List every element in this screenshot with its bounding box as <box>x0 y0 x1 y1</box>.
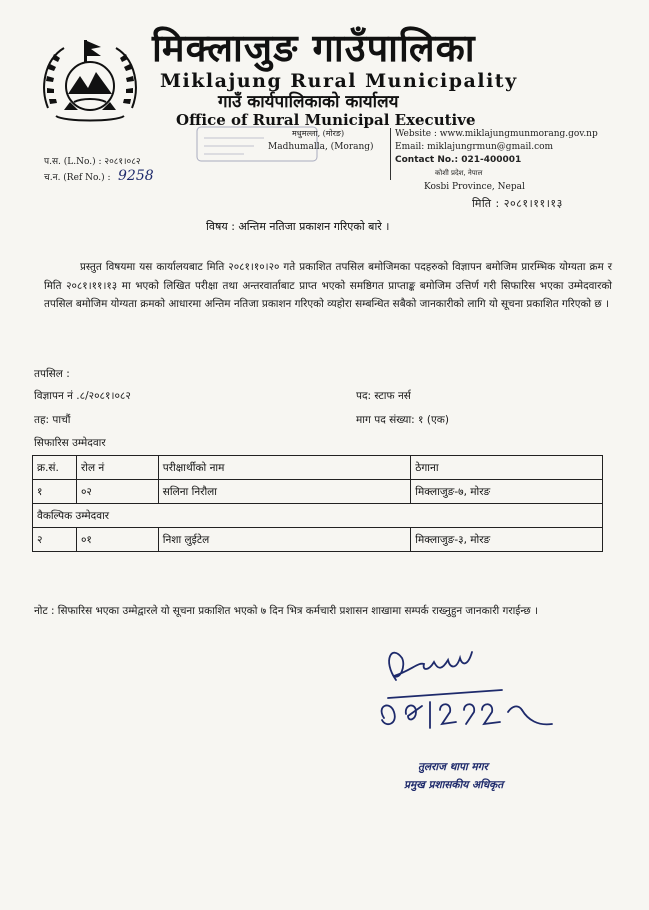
note-text: नोट : सिफारिस भएका उम्मेद्वारले यो सूचना प्रकाशित भएको ७ दिन भित्र कर्मचारी प्रशासन शाखामा सम्पर्क राख्नुहुन जानकारी गराईन्छ । <box>34 605 538 617</box>
body-paragraph: प्रस्तुत विषयमा यस कार्यालयबाट मिति २०८१।१०।२० गते प्रकाशित तपसिल बमोजिमका पदहरुको विज्ञापन बमोजिम प्रारम्भिक योग्यता क्रम र मिति २०८१।११।१३ मा भएको लिखित परीक्षा तथा अन्तरवार्ताबाट प्राप्त भएको समष्ठिगत प्राप्ताङ्क बमोजिम उत्तिर्ण गरी सिफारिस भएका उम्मेदवारको तपसिल बमोजिम योग्यता क्रमको आधारमा अन्तिम नतिजा प्रकाशन गरिएको व्यहोरा सम्बन्धित सबैको जानकारीको लागि यो सूचना प्रकाशित गरिएको छ । <box>44 261 612 311</box>
subject-line: विषय : अन्तिम नतिजा प्रकाशन गरिएको बारे । <box>206 220 390 233</box>
office-title-ne: गाउँ कार्यपालिकाको कार्यालय <box>218 92 399 112</box>
signatory-title: प्रमुख प्रशासकीय अधिकृत <box>404 779 504 791</box>
letter-date: मिति : २०८१।११।१३ <box>472 197 563 210</box>
tapsil-label: तपसिल : <box>34 368 70 380</box>
handwritten-signature-icon <box>372 640 562 750</box>
column-header: परीक्षार्थीको नाम <box>158 456 411 480</box>
address-en: Madhumalla, (Morang) <box>268 142 374 152</box>
address-cell: मिक्लाजुङ-३, मोरङ <box>411 528 603 552</box>
signatory-name: तुलराज थापा मगर <box>418 761 488 773</box>
reference-number-value: 9258 <box>118 168 154 184</box>
column-header: ठेगाना <box>411 456 603 480</box>
phone-text: Contact No.: 021-400001 <box>395 155 522 165</box>
website-text: Website : www.miklajungmunmorang.gov.np <box>395 129 598 139</box>
municipality-title-en: Miklajung Rural Municipality <box>160 70 518 92</box>
province-en-text: Kosbi Province, Nepal <box>424 182 525 192</box>
column-header: क्र.सं. <box>33 456 77 480</box>
name-cell: निशा लुईटेल <box>158 528 411 552</box>
letter-number: प.स. (L.No.) : २०८१।०८२ <box>44 157 141 167</box>
post-name: पद: स्टाफ नर्स <box>356 390 411 402</box>
candidate-table <box>32 455 603 552</box>
contact-block <box>390 128 625 180</box>
serial-cell: २ <box>33 528 77 552</box>
alternate-section-row <box>33 504 603 528</box>
alternate-label: वैकल्पिक उम्मेदवार <box>33 504 603 528</box>
post-level: तह: पाचौं <box>34 414 71 426</box>
roll-cell: ०२ <box>76 480 158 504</box>
address-ne: मधुमल्ला, (मोरङ) <box>292 129 345 138</box>
municipality-emblem-icon <box>34 38 146 124</box>
recommended-label: सिफारिस उम्मेदवार <box>34 437 106 449</box>
name-cell: सलिना निरौला <box>158 480 411 504</box>
office-title-en: Office of Rural Municipal Executive <box>176 111 476 129</box>
reference-number-label: च.न. (Ref No.) : <box>44 173 111 183</box>
roll-cell: ०१ <box>76 528 158 552</box>
demand-count: माग पद संख्या: १ (एक) <box>356 414 449 426</box>
table-row <box>33 528 603 552</box>
serial-cell: १ <box>33 480 77 504</box>
email-text: Email: miklajungrmun@gmail.com <box>395 142 554 152</box>
column-header: रोल नं <box>76 456 158 480</box>
table-header-row <box>33 456 603 480</box>
table-row <box>33 480 603 504</box>
municipality-title-ne: मिक्लाजुङ गाउँपालिका <box>152 26 476 70</box>
address-cell: मिक्लाजुङ-७, मोरङ <box>411 480 603 504</box>
advertisement-number: विज्ञापन नं .८/२०८१।०८२ <box>34 390 131 402</box>
province-ne-text: कोशी प्रदेश, नेपाल <box>435 169 483 177</box>
